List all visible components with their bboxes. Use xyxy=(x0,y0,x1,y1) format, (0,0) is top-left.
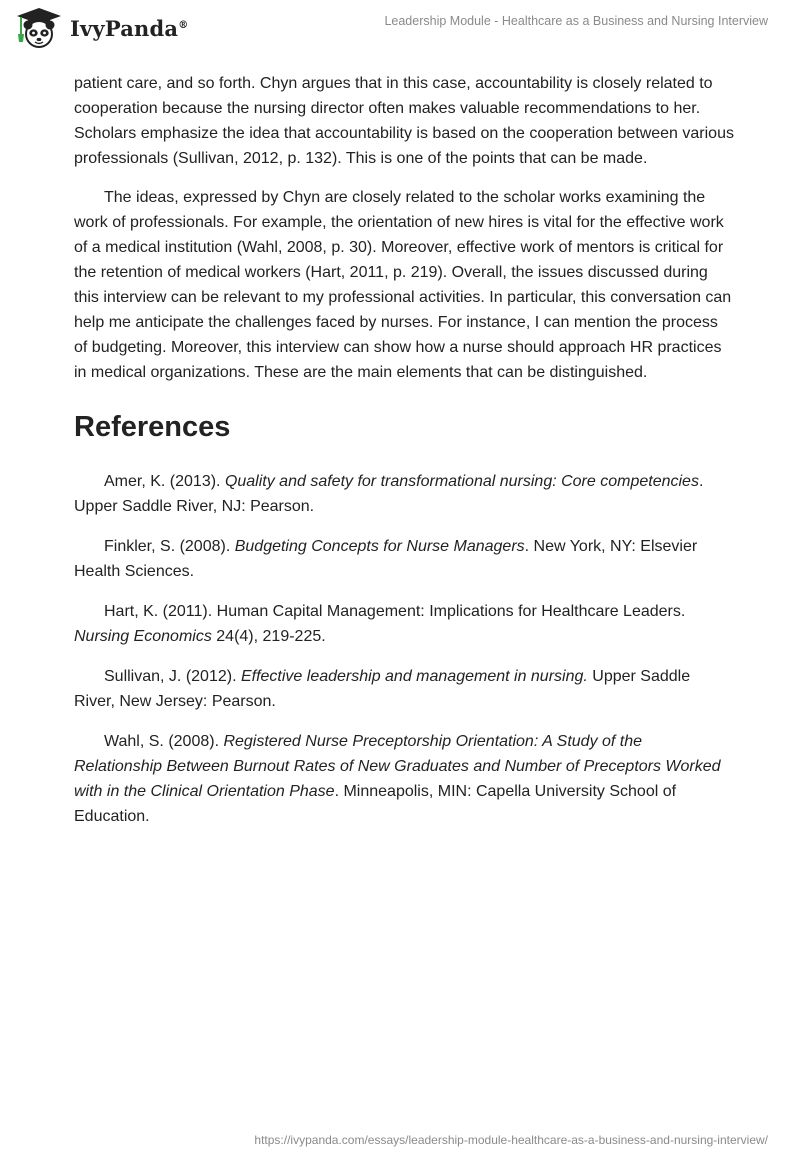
body-paragraph: The ideas, expressed by Chyn are closely related to the scholar works examining the work of professionals. For example, the orientation of new hires is vital for the effective work of a medical institution (Wahl, 2008, p. 30). Moreover, effective work of mentors is critical for the retention of medical workers (Hart, 2011, p. 219). Overall, the issues discussed during this interview can be relevant to my professional activities. In particular, this conversation can help me anticipate the challenges faced by nurses. For instance, I can mention the process of budgeting. Moreover, this interview can show how a nurse should approach HR practices in medical organizations. These are the main elements that can be distinguished. xyxy=(74,189,732,381)
reference-entry: Amer, K. (2013). Quality and safety for transformational nursing: Core competencies. Upper Saddle River, NJ: Pearson. xyxy=(74,473,704,515)
reference-entry: Wahl, S. (2008). Registered Nurse Preceptorship Orientation: A Study of the Relationship Between Burnout Rates of New Graduates and Number of Preceptors Worked with in the Clinical Orientation Phase. Minneapolis, MIN: Capella University School of Education. xyxy=(74,733,721,825)
document-title: Leadership Module - Healthcare as a Business and Nursing Interview xyxy=(384,14,768,28)
ivypanda-logo[interactable] xyxy=(14,6,188,50)
essay-content xyxy=(74,71,734,844)
references-heading: References xyxy=(74,411,231,443)
source-url-link[interactable]: https://ivypanda.com/essays/leadership-module-healthcare-as-a-business-and-nursing-interview/ xyxy=(254,1133,768,1147)
reference-entry: Sullivan, J. (2012). Effective leadership and management in nursing. Upper Saddle River, New Jersey: Pearson. xyxy=(74,668,691,710)
logo-wordmark: IvyPanda® xyxy=(70,15,189,41)
registered-mark: ® xyxy=(178,19,189,31)
reference-entry: Hart, K. (2011). Human Capital Management: Implications for Healthcare Leaders. Nursing Economics 24(4), 219-225. xyxy=(74,603,686,645)
body-paragraph: patient care, and so forth. Chyn argues that in this case, accountability is closely related to cooperation because the nursing director often makes valuable recommendations to her. Scholars emphasize the idea that accountability is based on the cooperation between various professionals (Sullivan, 2012, p. 132). This is one of the points that can be made. xyxy=(74,75,734,167)
panda-graduate-icon xyxy=(14,6,64,50)
reference-entry: Finkler, S. (2008). Budgeting Concepts for Nurse Managers. New York, NY: Elsevier Health Sciences. xyxy=(74,538,698,580)
page-header xyxy=(0,0,800,60)
